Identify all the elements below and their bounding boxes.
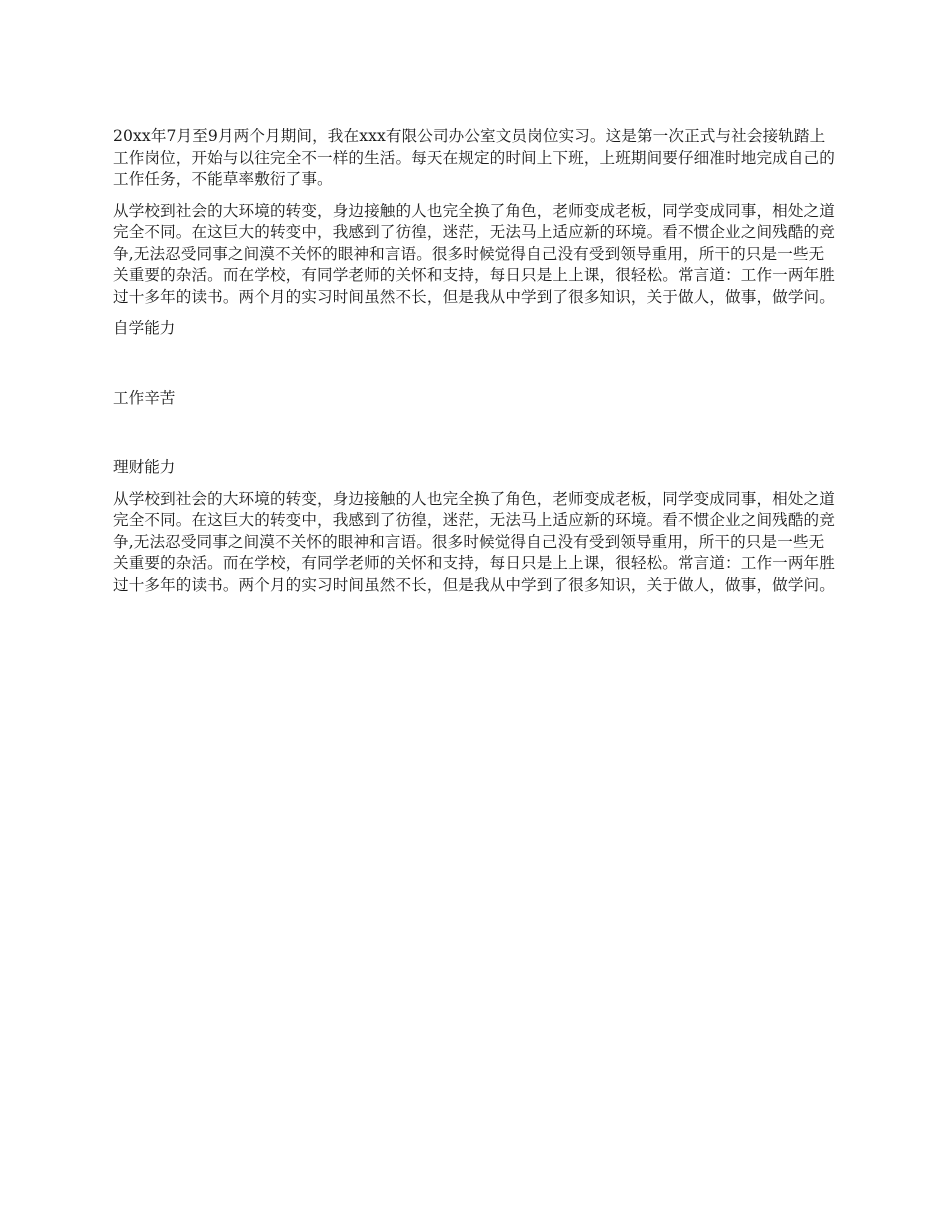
section-heading-hard-work: 工作辛苦 bbox=[113, 388, 176, 407]
document-page bbox=[113, 126, 839, 596]
transition-paragraph: 从学校到社会的大环境的转变，身边接触的人也完全换了角色，老师变成老板，同学变成同事，相处之道完全不同。在这巨大的转变中，我感到了彷徨，迷茫，无法马上适应新的环境。看不惯企业之间残酷的竞争,无法忍受同事之间漠不关怀的眼神和言语。很多时候觉得自己没有受到领导重用，所干的只是一些无关重要的杂活。而在学校，有同学老师的关怀和支持，每日只是上上课，很轻松。常言道：工作一两年胜过十多年的读书。两个月的实习时间虽然不长，但是我从中学到了很多知识，关于做人，做事，做学问。 bbox=[113, 201, 835, 306]
section-heading-self-study: 自学能力 bbox=[113, 319, 176, 337]
closing-paragraph: 从学校到社会的大环境的转变，身边接触的人也完全换了角色，老师变成老板，同学变成同事，相处之道完全不同。在这巨大的转变中，我感到了彷徨，迷茫，无法马上适应新的环境。看不惯企业之间残酷的竞争,无法忍受同事之间漠不关怀的眼神和言语。很多时候觉得自己没有受到领导重用，所干的只是一些无关重要的杂活。而在学校，有同学老师的关怀和支持，每日只是上上课，很轻松。常言道：工作一两年胜过十多年的读书。两个月的实习时间虽然不长，但是我从中学到了很多知识，关于做人，做事，做学问。 bbox=[113, 489, 835, 594]
section-heading-finance: 理财能力 bbox=[113, 458, 176, 476]
intro-paragraph: 20xx年7月至9月两个月期间，我在xxx有限公司办公室文员岗位实习。这是第一次正式与社会接轨踏上工作岗位，开始与以往完全不一样的生活。每天在规定的时间上下班，上班期间要仔细准时地完成自己的工作任务，不能草率敷衍了事。 bbox=[113, 127, 835, 188]
